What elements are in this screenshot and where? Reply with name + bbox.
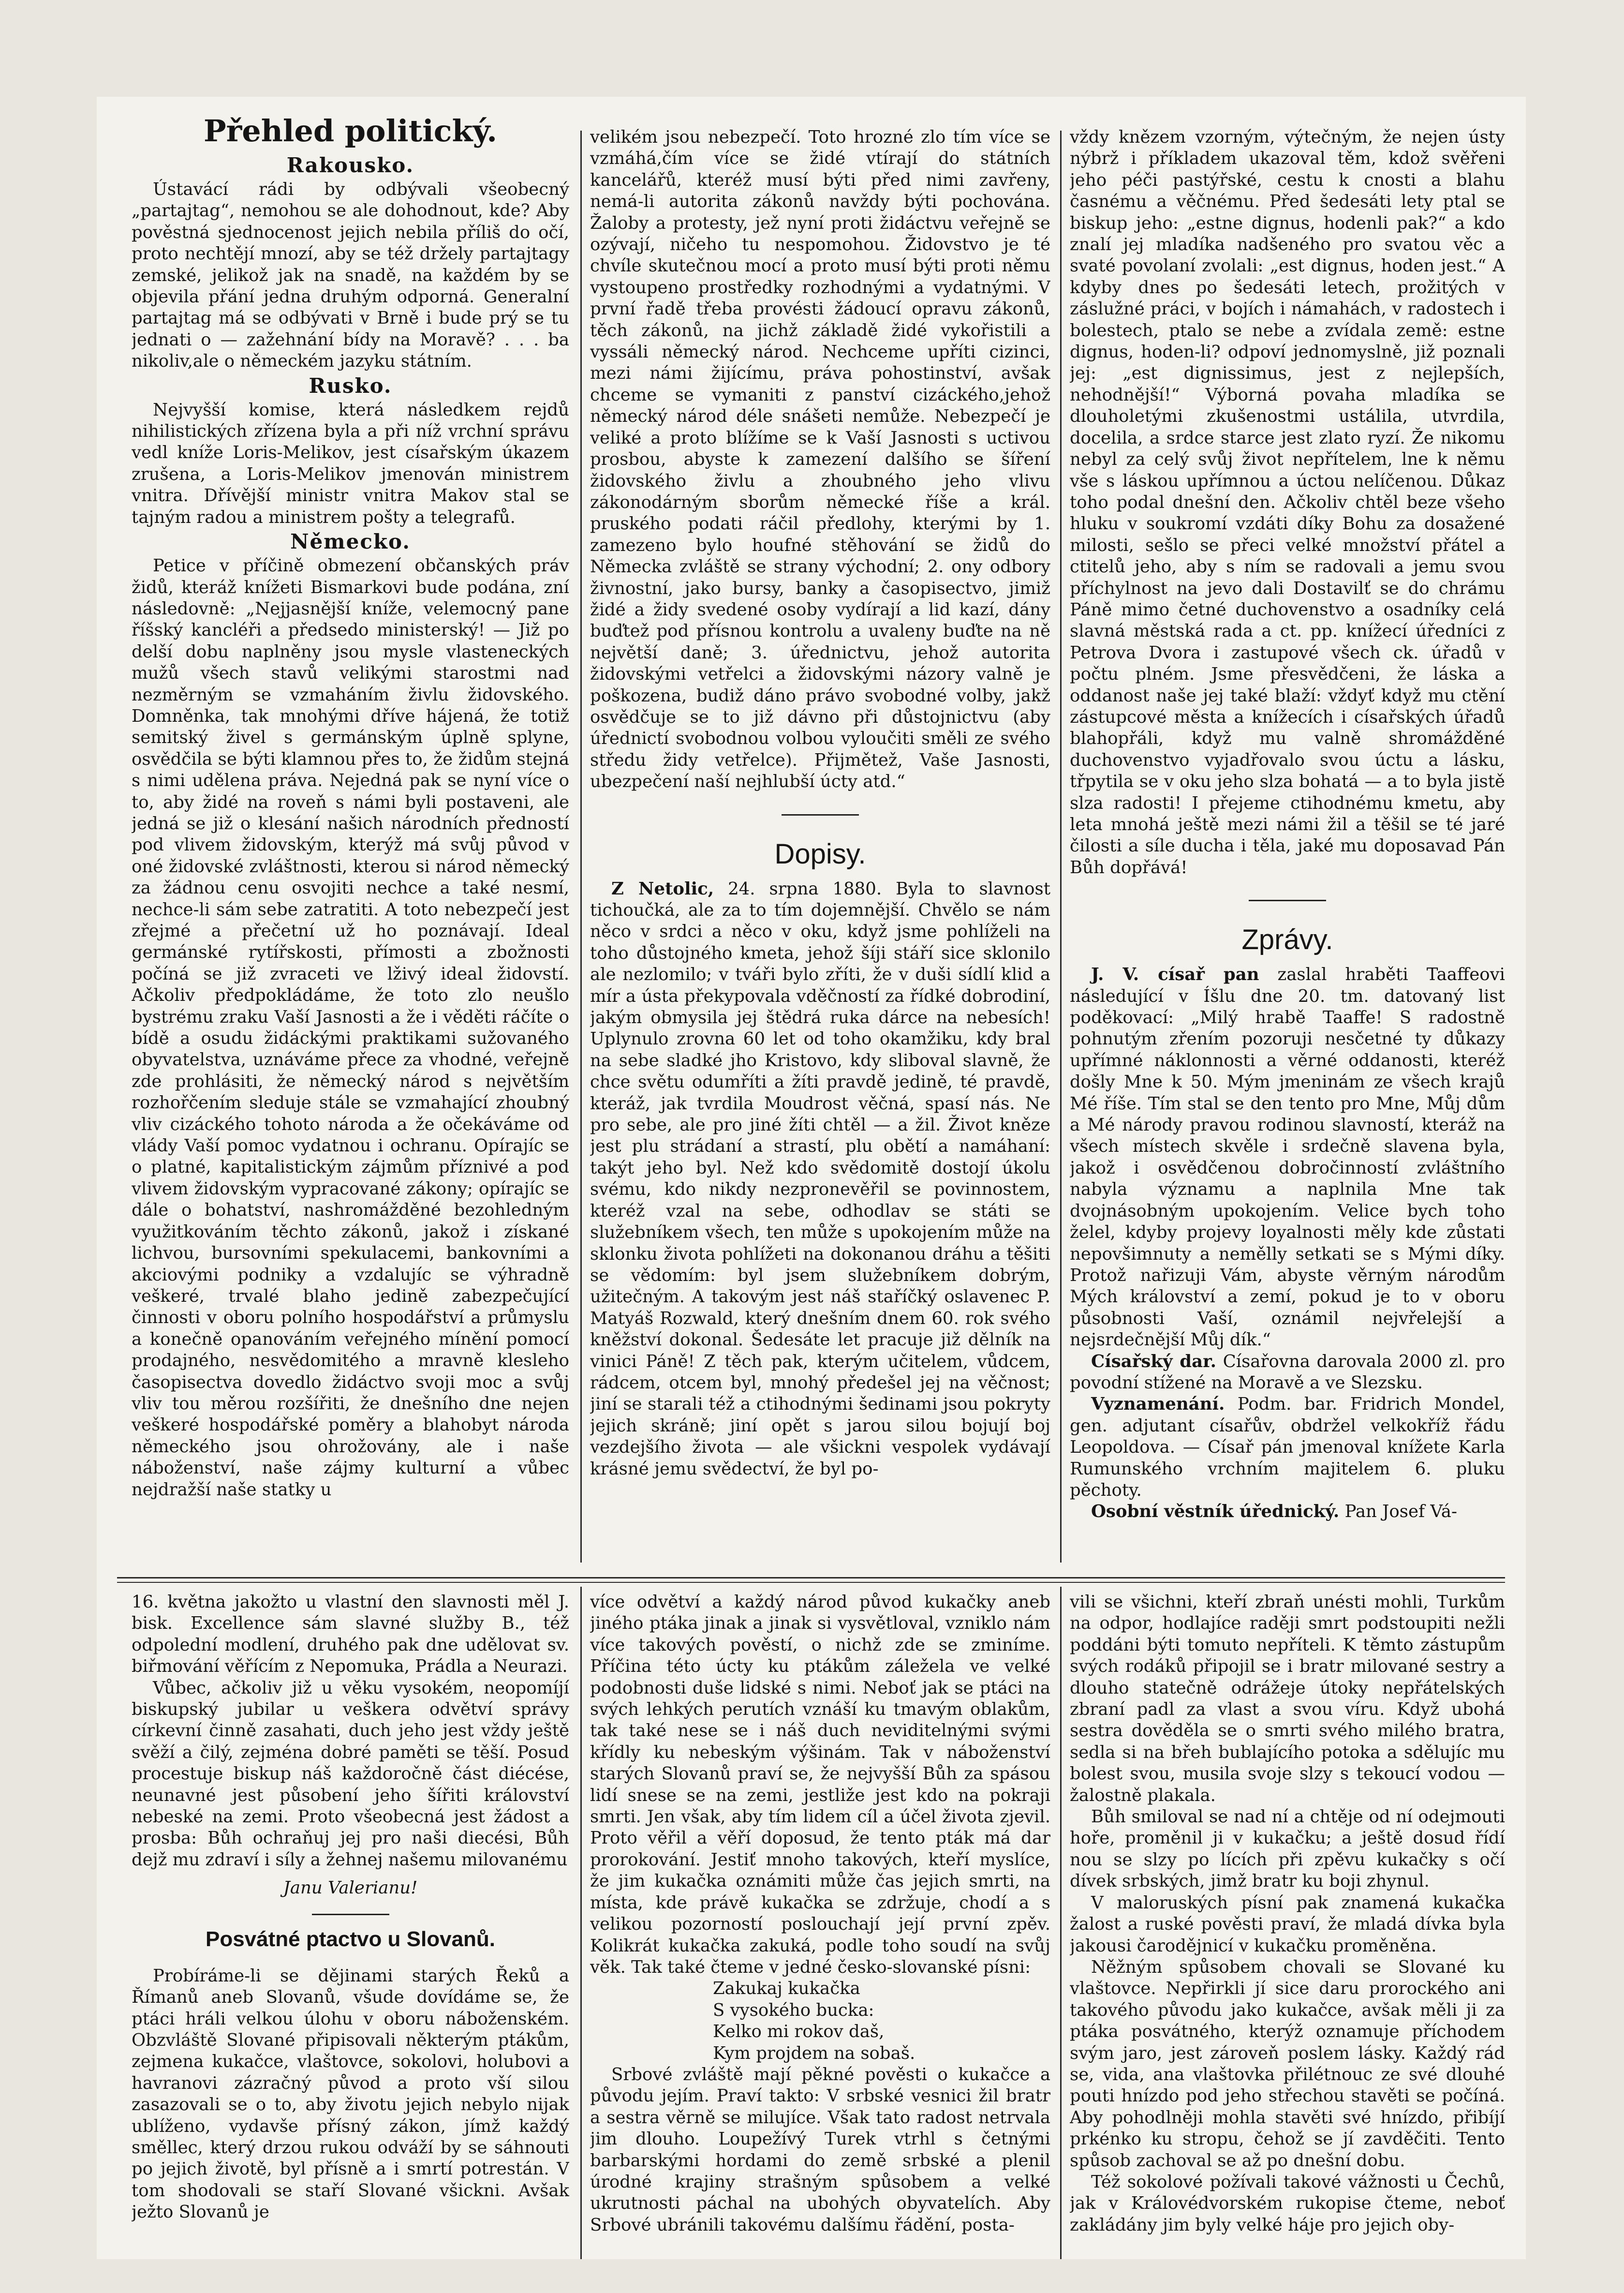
paragraph-serbian-legend: Srbové zvláště mají pěkné pověsti o kukačce a původu jejím. Praví takto: V srbské vesnici žil bratr a sestra věrně se milujíce. Však tato radost netrvala jim dlouho. Loupežívý Turek vtrhl s četnými barbarskými hordami do země srbské a plenil úrodné krajiny strašným spůsobem a velké ukrutnosti páchal na ubohých obyvatelích. Aby Srbové ubránili takovému dalšímu řádění, posta- <box>590 2064 1050 2235</box>
column-birds-2 <box>590 1592 1050 2254</box>
heading-sacred-birds: Posvátné ptactvo u Slovanů. <box>205 1927 496 1951</box>
verse-line: Zakukaj kukačka <box>713 1979 860 1999</box>
paragraph-swallow <box>1070 1957 1505 2172</box>
swallow-lead: Něžným spůsobem chovali se Slované ku <box>1091 1957 1505 1977</box>
news-item-officials <box>1070 1501 1505 1522</box>
paragraph-birds-intro: Probíráme-li se dějinami starých Řeků a Římanů aneb Slovanů, všude dovídáme se, že ptáci hráli velkou úlohu v oboru náboženském. Obzvláště Slované připisovali některým ptákům, zejmena kukačce, vlaštovce, sokolovi, holubovi a havranovi zázračný původ a proto vší silou zasazovali se o to, aby životu jejich nebylo nijak ublíženo, vydavše přísný zákon, jímž každý směllec, který drzou rukou odváží by se sáhnouti po jejich životě, byl přísně a i smrtí potrestán. V tom shodovali se staří Slované všickni. Avšak ježto Slovanů je <box>132 1965 569 2222</box>
separator <box>1249 900 1326 901</box>
paragraph-bishop-2: Vůbec, ačkoliv již u věku vysokém, neopomíjí biskupský jubilar u veškera odvětví správy církevní činně zasahati, duch jeho jest vždy ještě svěží a čilý, zejména dobré paměti se těší. Posud procestuje biskup náš každoročně část diécése, neunavné jest působení jeho šířiti království nebeské na zemi. Proto všeobecná jest žádost a prosba: Bůh ochraňuj jej pro naši diecési, Bůh dejž mu zdraví i síly a žehnej našemu milovanému <box>132 1678 569 1870</box>
separator <box>312 1914 389 1915</box>
news-item-honours <box>1070 1394 1505 1501</box>
section-divider <box>117 1577 1505 1578</box>
news-text: Podm. bar. Fridrich Mondel, gen. adjutant císařův, obdržel velkokříž řádu Leopoldova. — Císař pán jmenoval knížete Karla Rumunského vrchním majitelem 6. pluku pěchoty. <box>1070 1394 1505 1500</box>
paragraph-legend-continued: vili se všichni, kteří zbraň unésti mohli, Turkům na odpor, hodlajíce raději smrt podstoupiti nežli poddáni býti tomuto nepříteli. K těmto zástupům svých rodáků připojil se i bratr milované sestry a dlouho statečně odrážeje útoky nepřátelských zbraní padl za vlast a svou víru. Když ubohá sestra dověděla se o smrti svého milého bratra, sedla si na břeh bublajícího potoka a sdělujíc mu bolest svou, musila svoje slzy s tekoucí vodou — žalostně plakala. <box>1070 1592 1505 1805</box>
column-rule <box>580 1587 582 2259</box>
news-text: Císařovna darovala 2000 zl. pro povodní stížené na Moravě a ve Slezsku. <box>1070 1351 1505 1393</box>
heading-russia: Rusko. <box>309 373 392 398</box>
news-lead: Vyznamenání. <box>1091 1394 1225 1415</box>
paragraph-netolice <box>590 878 1050 1480</box>
paragraph-ruthenian: V maloruských písní pak znamená kukačka žalost a ruské pověsti praví, že mladá dívka byla jakousi čarodějnicí v kukačku proměněna. <box>1070 1892 1505 1956</box>
swallow-text: vlaštovce. Nepřirkli jí sice daru prorockého ani takového původu jako kukačce, avšak měli ji za ptáka posvátného, kterýž oznamuje příchodem svým jaro, jest zároveň poslem lásky. Každý rád se, vida, ana vlaštovka přilétnouc ze své dlouhé pouti hnízdo pod jeho střechou stavěti se počíná. Aby pohodlněji mohla stavěti své hnízdo, přibíjí prkénko ku stropu, čehož se jí zavděčiti. Tento spůsob zachoval se až po dnešní dobu. <box>1070 1979 1505 2171</box>
verse-line: Kelko mi rokov daš, <box>713 2022 885 2042</box>
paragraph-russia: Nejvyšší komise, která následkem rejdů nihilistických zřízena byla a při níž vrchní správu vedl kníže Loris-Melikov, jest císařským úkazem zrušena, a Loris-Melikov jmenován ministrem vnitra. Dřívější ministr vnitra Makov stal se tajným radou a ministrem pošty a telegrafů. <box>132 400 569 527</box>
column-politics <box>132 111 569 1567</box>
newspaper-page <box>97 97 1526 2259</box>
separator <box>782 814 859 816</box>
column-rule <box>580 131 582 1563</box>
paragraph-transformation: Bůh smiloval se nad ní a chtěje od ní odejmouti hoře, proměnil ji v kukačku; a ještě dosud řídí nou se slzy po lících při zpěvu kukačky s očí dívek srbských, jimž bratr ku boji zhynul. <box>1070 1807 1505 1891</box>
heading-austria: Rakousko. <box>286 153 414 177</box>
news-lead: Osobní věstník úřednický. <box>1091 1502 1340 1522</box>
signature: Janu Valerianu! <box>283 1878 418 1898</box>
verse-line: Kym projdem na sobaš. <box>713 2043 915 2063</box>
paragraph-petition-continued: velikém jsou nebezpečí. Toto hrozné zlo tím více se vzmáhá,čím více se židé vtírají do státních kancelářů, kteréž musí býti před nimi zavřeny, nemá-li autorita zákonů navždy býti pochována. Žaloby a protesty, jež nyní proti židáctvu veřejně se ozývají, ničeho tu nespomohou. Židovstvo je té chvíle skutečnou mocí a proto musí býti proti němu vystoupeno prostředky rozhodnými a vydatnými. V první řadě třeba provésti žádoucí opravu zákonů, těch zákonů, na jichž základě židé vykořistili a vyssáli německý národ. Nechceme upříti cizinci, mezi námi žijícímu, práva pohostinství, avšak chceme se vymaniti z panství cizáckého,jehož německý národ déle snášeti nemůže. Nebezpečí je veliké a proto blížíme se k Vaší Jasnosti s uctivou prosbou, abyste k zamezení dalšího se šíření židovského živlu a zhoubného jeho vlivu zákonodárným sborům německé říše a král. pruského podati ráčil předlohy, kterými by 1. zamezeno bylo houfné stěhování se židů do Německa zvláště se strany východní; 2. ony odbory živnostní, jako bursy, banky a časopisectvo, jimiž židé a židy svedené osoby vydírají a lid kazí, dány buďtež pod přísnou kontrolu a uvaleny buďte na ně největší daně; 3. úřednictvu, jehož autorita židovskými vetřelci a židovskými názory valně je poškozena, budiž dáno právo svobodné volby, jakž osvědčuje se to již dávno při důstojnictvu (aby úřednictí svobodnou volbou vyloučiti směli ze svého středu židy vetřelce). Přijmětež, Vaše Jasnosti, ubezpečení naší nejhlubší úcty atd.“ <box>590 127 1050 792</box>
paragraph-germany: Petice v příčině obmezení občanských práv židů, kteráž knížeti Bismarkovi bude podána, zní následovně: „Nejjasnější kníže, velemocný pane říšský kancléři a předsedo ministerský! — Již po delší dobu naplněny jsou mysle vlasteneckých mužů všech stavů velikými starostmi nad nezměrným se vzmaháním živlu židovského. Domněnka, tak mnohými dříve hájená, že totiž semitský živel s germánským úplně splyne, osvědčila se býti klamnou přes to, že židům stejná s nimi udělena práva. Nejedná pak se nyní více o to, aby židé na roveň s námi byli postaveni, ale jedná se již o klesání našich národních předností pod vlivem židovským, kterýž má svůj původ v oné židovské zvláštnosti, kterou si národ německý za žádnou cenu osvojiti nechce a také nesmí, nechce-li sám sebe zatratiti. A toto nebezpečí jest zřejmé a přečetní už ho poznávají. Ideal germánské rytířskosti, přímosti a zbožnosti počíná se již zvraceti ve lživý ideal židovstí. Ačkoliv předpokládáme, že toto zlo neušlo bystrému zraku Vaší Jasnosti a že i věděti ráčíte o bídě a osudu židáckými praktikami sužovaného obyvatelstva, uznáváme přece za vhodné, veřejně zde prohlásiti, že německý národ s největším rozhořčením sleduje stále se vzmahající zhoubný vliv cizáckého tohoto národa a že očekáváme od vlády Vaší pomoc vydatnou i ochranu. Opírajíc se o platné, kapitalistickým zájmům příznivé a pod vlivem židovským vypracované zákony; opírajíc se dále o bohatství, nashromážděné bezohledným využitkováním těchto zákonů, jakož i získané lichvou, bursovními spekulacemi, bankovními a akciovými podniky a vzdalujíc se výhradně veškeré, trvalé blaho jedině zabezpečující činnosti v oboru polního hospodářství a průmyslu a konečně opanováním veřejného mínění pomocí prodajného, nesvědomitého a mravně klesleho časopisectva dovedlo židáctvo svoji moc a svůj vliv tou měrou rozšířiti, že dnešního dne nejen veškeré hospodářské poměry a blahobyt národa německého jsou ohrožovány, ale i naše náboženství, naše zájmy kulturní a vůbec nejdražší naše statky u <box>132 556 569 1500</box>
section-title: Přehled politický. <box>204 113 497 149</box>
news-text: zaslal hraběti Taaffeovi následující v Íšlu dne 20. tm. datovaný list poděkovací: „Milý hrabě Taaffe! S radostně pohnutým zřením pozoruji nesčetné ty důkazy upřímné náklonnosti a věrné oddanosti, kteréž došly Mne k 50. Mým jmeninám ze všech krajů Mé říše. Tím stal se den tento pro Mne, Můj dům a Mé národy pravou rodinou slavností, kteráž na všech místech skvěle i srdečně slavena byla, jakož i osvědčenou dobročinností zvláštního nabyla významu a naplnila Mne tak dvojnásobným upokojením. Velice bych toho želel, kdyby projevy loyalnosti měly kde zůstati nepovšimnuty a nemělly setkati se s Mými díky. Protož nařizuji Vám, abyste věrným národům Mých království a zemí, pokud je to v oboru působnosti Vaší, oznámil nejvřelejší a nejsrdečnější Můj dík.“ <box>1070 965 1505 1350</box>
column-petition-letters <box>590 127 1050 1568</box>
heading-zpravy: Zprávy. <box>1241 924 1333 956</box>
paragraph-falcons: Též sokolové požívali takové vážnosti u Čechů, jak v Královédvorském rukopise čteme, neboť zakládány jim byly velké háje pro jejich oby- <box>1070 2172 1505 2235</box>
column-rule <box>1060 1587 1062 2259</box>
verse-line: S vysokého bucka: <box>713 2000 874 2020</box>
column-birds-3 <box>1070 1592 1505 2254</box>
paragraph-birds-cuckoo: více odvětví a každý národ původ kukačky aneb jiného ptáka jinak a jinak si vysvětloval, vzniklo nám více takových pověstí, o nichž zde se zminíme. Příčina této úcty ku ptákům záležela ve velké podobnosti duše lidské s nimi. Neboť jak se ptáci na svých lehkých perutích vznáší ku tmavým oblakům, tak také nese se i náš duch neviditelnými svými křídly ku nebeským výšinám. Tak v náboženství starých Slovanů praví se, že nejvyšší Bůh za spásou lidí snese se na zemi, jestliže jest kdo na pokraji smrti. Jen však, aby tím lidem cíl a účel života zjevil. Proto věřil a věří doposud, že tento pták má dar prorokování. Jestiť mnoho takových, kteří myslíce, že jim kukačka oznámiti může čas jejich smrti, na místa, kde právě kukačka se zdržuje, chodí a s velikou pozorností poslouchají její první zpěv. Kolikrát kukačka zakuká, podle toho soudí na svůj věk. Tak také čteme v jedné česko-slovanské písni: <box>590 1592 1050 1977</box>
dateline: Z Netolic, <box>611 878 714 899</box>
section-divider <box>117 1582 1505 1583</box>
heading-dopisy: Dopisy. <box>774 838 866 870</box>
column-rule <box>1060 131 1062 1563</box>
news-text: Pan Josef Vá- <box>1344 1502 1457 1522</box>
paragraph-netolice-continued: vždy knězem vzorným, výtečným, že nejen ústy nýbrž i příkladem ukazoval těm, kdož svěřeni jeho péči pastýřské, cestu k cnosti a blahu časnému a věčnému. Před šedesáti lety ptal se biskup jeho: „estne dignus, hodenli pak?“ a kdo znalí jej mladíka nadšeného pro svatou věc a svaté povolaní zvolali: „est dignus, hoden jest.“ A kdyby dnes po šedesáti letech, prožitých v záslužné práci, v bojích i námahách, v radostech i bolestech, ptalo se nebe a zvídala země: estne dignus, hoden-li? odpoví jednomyslně, již poznali jej: „est dignissimus, jest z nejlepších, nehodnější!“ Výborná povaha mladíka se dlouholetými zkušenostmi ustálila, utvrdila, docelila, a srdce starce jest zlato ryzí. Že nikomu nebyl za celý svůj život nepřítelem, lne k němu vše s láskou upřímnou a úctou nelíčenou. Důkaz toho podal dnešní den. Ačkoliv chtěl beze všeho hluku v soukromí vzdáti díky Bohu za dosažené milosti, sešlo se přeci velké množství přátel a ctitelů jeho, aby s ním se radovali a jemu svou příchylnost na jevo dali Dostavilť se do chrámu Páně mimo četné duchovenstvo a osadníky celá slavná městská rada a ct. pp. knížecí úředníci z Petrova Dvora i zastupové všech ck. úřadů v počtu plném. Jsme přesvědčeni, že láska a oddanost naše jej také blaží: vždyť když mu ctění zástupcové města a knížecích i císařských úřadů blahopřáli, když mu valně shromážděné duchovenstvo vyjadřovalo svou úctu a lásku, třpytila se v oku jeho slza bohatá — a to byla jistě slza radosti! I přejeme ctihodnému kmetu, aby leta mnohá ještě mezi námi žil a těšil se té jaré čilosti a síle ducha i těla, jaké mu doposavad Pán Bůh dopřává! <box>1070 127 1505 878</box>
heading-germany: Německo. <box>290 530 411 554</box>
paragraph-netolice-text: 24. srpna 1880. Byla to slavnost tichoučká, ale za to tím dojemnější. Chvělo se nám něco v srdci a něco v oku, když jsme pohlíželi na toho důstojného kmeta, jehož šíji stáří sice sklonilo ale nezlomilo; v tváři bylo zříti, že v duši sídlí klid a mír a ústa překypovala vděčností za řídké dobrodiní, jakým obmysila jej štědrá ruka dárce na nebesích! Uplynulo zrovna 60 let od toho okamžiku, kdy bral na sebe sladké jho Kristovo, kdy sliboval slavně, že chce světu odumříti a žíti pravdě jedině, té pravdě, kteráž, jak tvrdila Moudrost věčná, spasí nás. Ne pro sebe, ale pro jiné žíti chtěl — a žil. Život kněze jest plu strádaní a strastí, plu obětí a namáhaní: takýt jeho byl. Než kdo svědomitě dostojí úkolu svému, kdo nikdy nezpronevěřil se povinnostem, kteréž vzal na sebe, odhodlav se státi se služebníkem všech, ten může s upokojením může na sklonku života pohlížeti na dokonanou dráhu a těšiti se vědomím: byl jsem služebníkem dobrým, užitečným. A takovým jest náš staříčký oslavenec P. Matyáš Rozwald, který dnešním dnem 60. rok svého kněžství dokonal. Šedesáte let pracuje již dělník na vinici Páně! Z těch pak, kterým učitelem, vůdcem, rádcem, otcem byl, mnohý předešel jej na věčnost; jiní se starali též a ctihodnými šedinami jsou pokryty jejich skráně; jiní opět s jarou silou bojují boj vezdejšího života — ale všickni vespolek vydávají krásné jemu svědectví, že byl po- <box>590 878 1050 1479</box>
paragraph-austria: Ústavácí rádi by odbývali všeobecný „partajtag“, nemohou se ale dohodnout, kde? Aby pověstná sjednocenost jejich nebila příliš do očí, proto nechtějí mnozí, aby se též držely partajtagy zemské, jelikož jak na snadě, na každém by se objevila přání jedna druhým odporná. Generalní partajtag má se odbývati v Brně i bude prý se tu jednati o — zažehnání bídy na Moravě? . . . ba nikoliv,ale o německém jazyku státním. <box>132 179 569 372</box>
news-item-emperor <box>1070 964 1505 1351</box>
news-lead: Císařský dar. <box>1091 1351 1216 1371</box>
paragraph-bishop: 16. května jakožto u vlastní den slavnosti měl J. bisk. Excellence sám slavné služby B., též odpolední modlení, druhého pak dne udělovat sv. biřmování věřícím z Nepomuka, Prádla a Neurazi. <box>132 1592 569 1677</box>
news-item-gift <box>1070 1351 1505 1394</box>
news-lead: J. V. císař pan <box>1091 965 1259 985</box>
column-bishop-birds <box>132 1592 569 2254</box>
column-news <box>1070 127 1505 1568</box>
